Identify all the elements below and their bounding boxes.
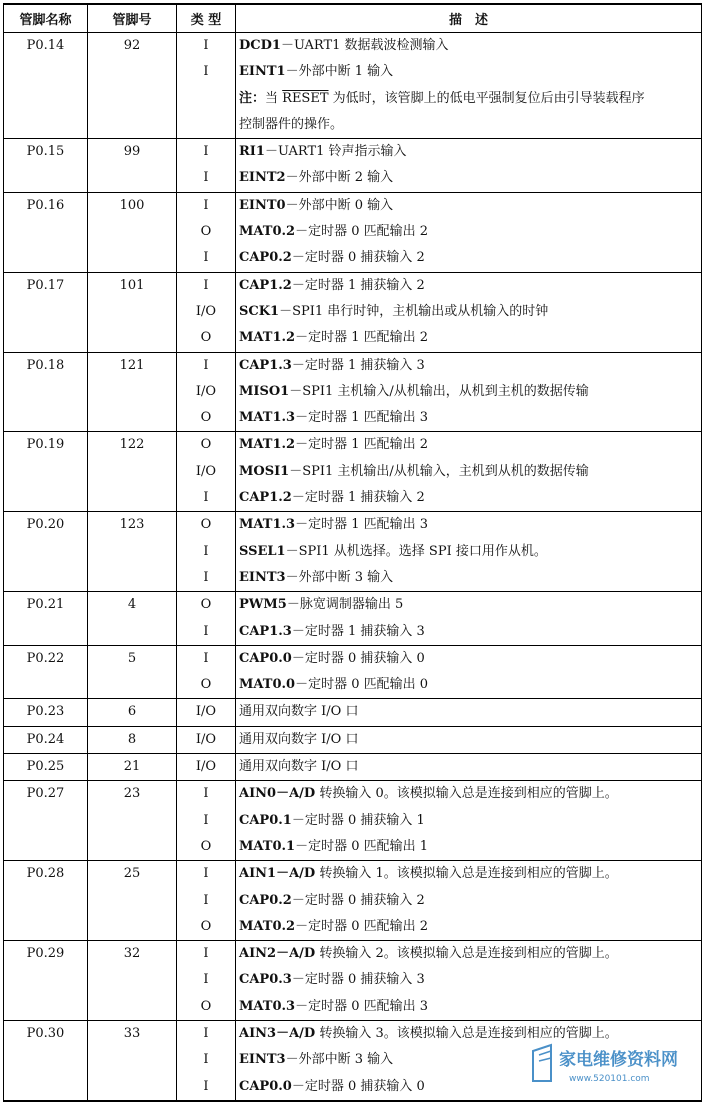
pin-number: 21 xyxy=(123,759,141,775)
signal-type: I/O xyxy=(195,731,217,747)
description-line xyxy=(236,33,701,59)
description-text: －UART1 铃声指示输入 xyxy=(264,144,407,160)
pin-number: 5 xyxy=(127,650,137,666)
description-line xyxy=(236,139,701,165)
description-line xyxy=(236,646,701,672)
signal-type: I/O xyxy=(195,463,217,479)
description-cell xyxy=(236,726,702,753)
description-line xyxy=(236,273,701,299)
signal-type: O xyxy=(200,918,212,934)
description-text: －定时器 0 捕获输入 2 xyxy=(291,250,425,266)
pin-number: 23 xyxy=(123,786,141,802)
description-line xyxy=(236,165,701,191)
pin-name-cell xyxy=(4,941,88,1021)
description-text: －外部中断 3 输入 xyxy=(285,569,394,585)
pin-name: P0.22 xyxy=(26,650,65,666)
pin-name: P0.16 xyxy=(26,197,65,213)
pin-name-cell xyxy=(4,861,88,941)
description-line xyxy=(236,219,701,245)
type-cell xyxy=(177,272,236,352)
signal-type: I xyxy=(203,64,209,80)
table-row xyxy=(4,192,702,272)
description-text: 转换输入 3。该模拟输入总是连接到相应的管脚上。 xyxy=(315,1025,618,1041)
pin-number: 121 xyxy=(119,357,145,373)
pin-number: 92 xyxy=(123,38,141,53)
header-row xyxy=(4,4,702,33)
signal-type xyxy=(177,86,235,112)
signal-type: I/O xyxy=(195,759,217,775)
description-cell xyxy=(236,139,702,193)
description-text: －SPI1 串行时钟，主机输出或从机输入的时钟 xyxy=(279,303,549,319)
table-row xyxy=(4,139,702,193)
signal-name: CAP1.2 xyxy=(239,277,292,293)
description-text: －定时器 0 捕获输入 1 xyxy=(291,812,425,828)
signal-type: I xyxy=(203,569,209,585)
pin-name-cell xyxy=(4,192,88,272)
signal-name: SCK1 xyxy=(239,303,280,319)
signal-name: CAP0.3 xyxy=(239,972,292,988)
pin-name-cell xyxy=(4,754,88,781)
description-line xyxy=(236,485,701,511)
description-line xyxy=(236,808,701,834)
signal-name: MAT0.1 xyxy=(239,838,296,854)
description-line xyxy=(236,834,701,860)
description-line xyxy=(236,193,701,219)
pin-name: P0.19 xyxy=(26,437,65,453)
description-text: －UART1 数据载波检测输入 xyxy=(280,38,449,53)
note-text: 当 xyxy=(265,90,283,106)
description-text: －定时器 0 匹配输出 0 xyxy=(295,677,429,693)
description-cell xyxy=(236,592,702,646)
description-line xyxy=(236,967,701,993)
description-text: －外部中断 1 输入 xyxy=(285,64,394,80)
description-cell xyxy=(236,754,702,781)
pin-number: 101 xyxy=(119,277,145,293)
pin-name: P0.29 xyxy=(26,946,65,962)
pin-name: P0.17 xyxy=(26,277,65,293)
header-pin-number: 管脚号 xyxy=(88,4,177,33)
signal-type: I xyxy=(203,38,209,53)
pin-number: 4 xyxy=(127,597,137,613)
signal-name: MAT1.3 xyxy=(239,410,296,426)
pin-name: P0.20 xyxy=(26,517,65,533)
pin-name-cell xyxy=(4,139,88,193)
signal-name: EINT2 xyxy=(239,170,286,186)
signal-type: I xyxy=(203,144,209,160)
pin-name-cell xyxy=(4,699,88,726)
signal-type: I xyxy=(203,490,209,506)
table-row xyxy=(4,352,702,432)
description-text: －定时器 1 捕获输入 3 xyxy=(291,623,425,639)
description-text: 为低时，该管脚上的低电平强制复位后由引导装载程序 xyxy=(328,90,645,106)
type-cell xyxy=(177,754,236,781)
type-cell xyxy=(177,432,236,512)
table-row xyxy=(4,512,702,592)
pin-name-cell xyxy=(4,592,88,646)
description-cell xyxy=(236,192,702,272)
signal-name: CAP0.0 xyxy=(239,650,292,666)
description-line xyxy=(236,539,701,565)
pin-name-cell xyxy=(4,272,88,352)
pin-number: 32 xyxy=(123,946,141,962)
type-cell xyxy=(177,592,236,646)
pin-number: 100 xyxy=(119,197,145,213)
signal-type: I/O xyxy=(195,383,217,399)
signal-name: MAT1.2 xyxy=(239,330,296,346)
table-row xyxy=(4,781,702,861)
pin-number-cell xyxy=(88,645,177,699)
description-text: －定时器 0 匹配输出 1 xyxy=(295,838,429,854)
pin-name: P0.18 xyxy=(26,357,65,373)
svg-text:家电维修资料网: 家电维修资料网 xyxy=(559,1050,678,1070)
reset-signal: RESET xyxy=(282,90,329,106)
pin-name-cell xyxy=(4,1020,88,1100)
description-text: －定时器 1 匹配输出 3 xyxy=(295,410,429,426)
signal-name: 注： xyxy=(239,90,266,106)
pin-name: P0.28 xyxy=(26,866,65,882)
pin-name: P0.23 xyxy=(26,704,65,720)
description-line xyxy=(236,861,701,887)
type-cell xyxy=(177,1020,236,1100)
table-row xyxy=(4,432,702,512)
pin-name-cell xyxy=(4,645,88,699)
description-text: －定时器 0 匹配输出 2 xyxy=(295,918,429,934)
description-text: －外部中断 3 输入 xyxy=(285,1052,394,1068)
signal-name: DCD1 xyxy=(239,38,281,53)
signal-type: I xyxy=(203,197,209,213)
description-text: －定时器 0 匹配输出 3 xyxy=(295,998,429,1014)
description-cell xyxy=(236,699,702,726)
description-line xyxy=(236,59,701,85)
signal-name: CAP1.3 xyxy=(239,623,292,639)
description-text: －定时器 1 捕获输入 2 xyxy=(291,277,425,293)
signal-type: I xyxy=(203,277,209,293)
signal-name: MISO1 xyxy=(239,383,290,399)
pin-number-cell xyxy=(88,139,177,193)
signal-type: I/O xyxy=(195,704,217,720)
pin-number: 99 xyxy=(123,144,141,160)
pin-name-cell xyxy=(4,781,88,861)
description-cell xyxy=(236,941,702,1021)
signal-type: I xyxy=(203,892,209,908)
description-cell xyxy=(236,33,702,139)
signal-name: RI1 xyxy=(239,144,265,160)
header-pin-name: 管脚名称 xyxy=(4,4,88,33)
description-line xyxy=(236,781,701,807)
description-line xyxy=(236,619,701,645)
signal-name: CAP1.3 xyxy=(239,357,292,373)
signal-name: MAT0.2 xyxy=(239,918,296,934)
pin-name-cell xyxy=(4,352,88,432)
description-line xyxy=(236,353,701,379)
description-text: －SPI1 从机选择。选择 SPI 接口用作从机。 xyxy=(285,543,547,559)
signal-name: PWM5 xyxy=(239,597,287,613)
header-type: 类 型 xyxy=(177,4,236,33)
description-text: －外部中断 0 输入 xyxy=(285,197,394,213)
signal-name: AIN2－A/D xyxy=(239,946,316,962)
pin-number-cell xyxy=(88,1020,177,1100)
signal-type: I xyxy=(203,812,209,828)
pin-number-cell xyxy=(88,861,177,941)
note-line xyxy=(236,86,701,112)
signal-name: AIN3－A/D xyxy=(239,1025,316,1041)
signal-type: I xyxy=(203,1078,209,1094)
signal-name: CAP1.2 xyxy=(239,490,292,506)
type-cell xyxy=(177,139,236,193)
description-line xyxy=(236,941,701,967)
signal-type: I xyxy=(203,786,209,802)
description-line xyxy=(236,565,701,591)
pin-name-cell xyxy=(4,512,88,592)
pin-number: 8 xyxy=(127,731,137,747)
description-line xyxy=(236,379,701,405)
signal-name: CAP0.2 xyxy=(239,892,292,908)
pin-number-cell xyxy=(88,192,177,272)
description-line xyxy=(236,592,701,618)
pin-name: P0.25 xyxy=(26,759,65,775)
pin-number-cell xyxy=(88,432,177,512)
description-text: －定时器 1 捕获输入 3 xyxy=(291,357,425,373)
signal-type: I xyxy=(203,1052,209,1068)
signal-type: I xyxy=(203,623,209,639)
pin-number-cell xyxy=(88,272,177,352)
description-line xyxy=(236,112,701,138)
signal-name: MAT1.2 xyxy=(239,437,296,453)
signal-type: I xyxy=(203,357,209,373)
description-cell xyxy=(236,272,702,352)
signal-name: EINT0 xyxy=(239,197,286,213)
signal-type: O xyxy=(200,597,212,613)
description-line xyxy=(236,512,701,538)
description-text: 控制器件的操作。 xyxy=(239,116,344,132)
description-line xyxy=(236,754,701,780)
pin-name: P0.24 xyxy=(26,731,65,747)
pin-number-cell xyxy=(88,512,177,592)
pin-name-cell xyxy=(4,432,88,512)
description-cell xyxy=(236,781,702,861)
description-line xyxy=(236,994,701,1020)
description-line xyxy=(236,299,701,325)
description-cell xyxy=(236,861,702,941)
description-text: －定时器 1 匹配输出 2 xyxy=(295,437,429,453)
signal-type: O xyxy=(200,998,212,1014)
description-text: 转换输入 0。该模拟输入总是连接到相应的管脚上。 xyxy=(315,786,618,802)
pin-name: P0.27 xyxy=(26,786,65,802)
pin-name-cell xyxy=(4,726,88,753)
description-text: 转换输入 1。该模拟输入总是连接到相应的管脚上。 xyxy=(315,866,618,882)
signal-type: I xyxy=(203,1025,209,1041)
pin-number: 122 xyxy=(119,437,145,453)
pin-number-cell xyxy=(88,781,177,861)
signal-type: O xyxy=(200,224,212,240)
description-text: －外部中断 2 输入 xyxy=(285,170,394,186)
signal-type: I xyxy=(203,250,209,266)
pin-name-cell xyxy=(4,33,88,139)
description-line xyxy=(236,888,701,914)
description-line xyxy=(236,699,701,725)
pin-number-cell xyxy=(88,726,177,753)
header-description: 描 述 xyxy=(236,4,702,33)
signal-name: AIN0－A/D xyxy=(239,786,316,802)
description-text: －定时器 0 捕获输入 0 xyxy=(291,1078,425,1094)
signal-name: MAT0.2 xyxy=(239,224,296,240)
description-text: 通用双向数字 I/O 口 xyxy=(239,759,359,775)
signal-name: MOSI1 xyxy=(239,463,290,479)
pin-name: P0.15 xyxy=(26,144,65,160)
description-line xyxy=(236,727,701,753)
signal-name: CAP0.2 xyxy=(239,250,292,266)
signal-name: EINT3 xyxy=(239,569,286,585)
signal-type: I xyxy=(203,866,209,882)
pin-number: 33 xyxy=(123,1025,141,1041)
pin-description-table xyxy=(3,3,702,1102)
description-text: －SPI1 主机输出/从机输入，主机到从机的数据传输 xyxy=(289,463,589,479)
signal-type: I xyxy=(203,650,209,666)
signal-name: MAT0.3 xyxy=(239,998,296,1014)
description-text: －脉宽调制器输出 5 xyxy=(286,597,404,613)
signal-type: O xyxy=(200,677,212,693)
signal-type xyxy=(177,112,235,138)
description-text: 通用双向数字 I/O 口 xyxy=(239,704,359,720)
signal-name: AIN1－A/D xyxy=(239,866,316,882)
signal-name: MAT0.0 xyxy=(239,677,296,693)
pin-number: 25 xyxy=(123,866,141,882)
description-line xyxy=(236,914,701,940)
signal-type: O xyxy=(200,330,212,346)
description-line xyxy=(236,325,701,351)
signal-type: O xyxy=(200,838,212,854)
description-text: －定时器 0 捕获输入 3 xyxy=(291,972,425,988)
description-text: －定时器 1 匹配输出 2 xyxy=(295,330,429,346)
table-row xyxy=(4,645,702,699)
pin-number-cell xyxy=(88,592,177,646)
pin-number-cell xyxy=(88,33,177,139)
signal-name: EINT3 xyxy=(239,1052,286,1068)
signal-name: EINT1 xyxy=(239,64,286,80)
signal-name: MAT1.3 xyxy=(239,517,296,533)
signal-type: I xyxy=(203,170,209,186)
type-cell xyxy=(177,33,236,139)
type-cell xyxy=(177,781,236,861)
type-cell xyxy=(177,726,236,753)
description-text: －定时器 1 匹配输出 3 xyxy=(295,517,429,533)
signal-type: O xyxy=(200,517,212,533)
description-text: 通用双向数字 I/O 口 xyxy=(239,731,359,747)
description-line xyxy=(236,432,701,458)
type-cell xyxy=(177,941,236,1021)
table-row xyxy=(4,754,702,781)
signal-type: I/O xyxy=(195,303,217,319)
type-cell xyxy=(177,645,236,699)
type-cell xyxy=(177,512,236,592)
table-row xyxy=(4,941,702,1021)
table-row xyxy=(4,861,702,941)
table-row xyxy=(4,272,702,352)
table-row xyxy=(4,699,702,726)
description-text: －定时器 0 匹配输出 2 xyxy=(295,224,429,240)
signal-type: I xyxy=(203,946,209,962)
pin-number-cell xyxy=(88,699,177,726)
table-row xyxy=(4,33,702,139)
description-cell xyxy=(236,512,702,592)
signal-type: O xyxy=(200,410,212,426)
description-line xyxy=(236,245,701,271)
description-text: －SPI1 主机输入/从机输出，从机到主机的数据传输 xyxy=(289,383,589,399)
signal-type: I xyxy=(203,972,209,988)
pin-number: 123 xyxy=(119,517,145,533)
pin-name: P0.30 xyxy=(26,1025,65,1041)
table-row xyxy=(4,592,702,646)
type-cell xyxy=(177,192,236,272)
description-line xyxy=(236,405,701,431)
pin-number-cell xyxy=(88,352,177,432)
description-text: 转换输入 2。该模拟输入总是连接到相应的管脚上。 xyxy=(315,946,618,962)
type-cell xyxy=(177,699,236,726)
pin-number: 6 xyxy=(127,704,137,720)
description-line xyxy=(236,459,701,485)
signal-name: SSEL1 xyxy=(239,543,286,559)
description-cell xyxy=(236,352,702,432)
pin-number-cell xyxy=(88,754,177,781)
pin-name: P0.21 xyxy=(26,597,65,613)
signal-type: I xyxy=(203,543,209,559)
type-cell xyxy=(177,861,236,941)
signal-type: O xyxy=(200,437,212,453)
pin-number-cell xyxy=(88,941,177,1021)
svg-text:www.520101.com: www.520101.com xyxy=(569,1074,650,1084)
description-cell xyxy=(236,645,702,699)
description-text: －定时器 0 捕获输入 0 xyxy=(291,650,425,666)
description-line xyxy=(236,672,701,698)
table-row xyxy=(4,726,702,753)
watermark-logo xyxy=(529,1041,699,1087)
table-body xyxy=(4,33,702,1101)
pin-name: P0.14 xyxy=(26,38,65,53)
signal-name: CAP0.0 xyxy=(239,1078,292,1094)
type-cell xyxy=(177,352,236,432)
signal-name: CAP0.1 xyxy=(239,812,292,828)
description-text: －定时器 0 捕获输入 2 xyxy=(291,892,425,908)
description-text: －定时器 1 捕获输入 2 xyxy=(291,490,425,506)
description-cell xyxy=(236,432,702,512)
